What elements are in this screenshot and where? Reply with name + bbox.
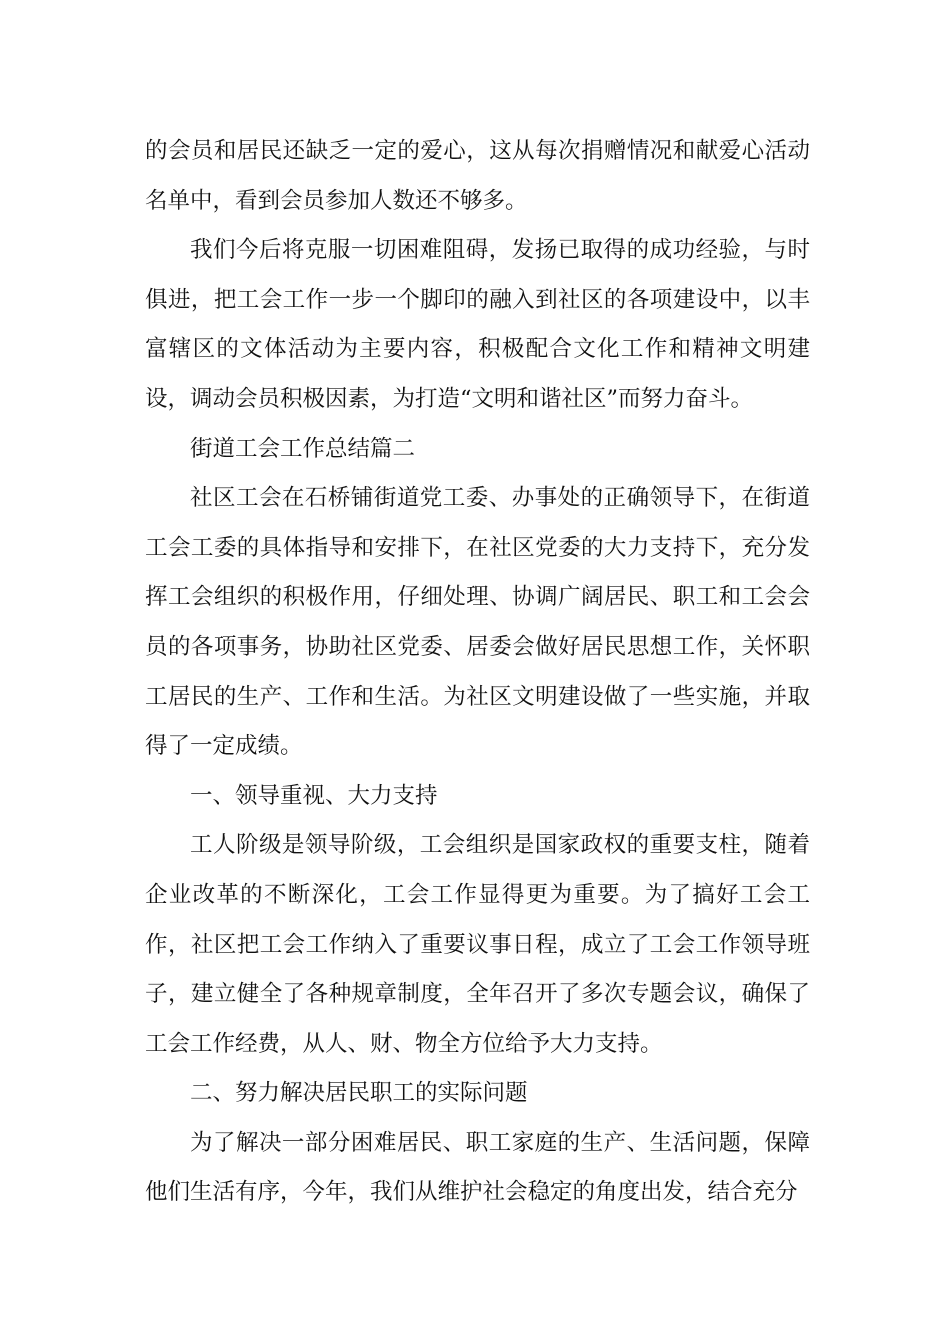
paragraph-problems: 为了解决一部分困难居民、职工家庭的生产、生活问题，保障他们生活有序，今年，我们从维护社会稳定的角度出发，结合充分 [145, 1129, 810, 1206]
heading-one: 一、领导重视、大力支持 [190, 782, 438, 809]
heading-two: 二、努力解决居民职工的实际问题 [190, 1080, 528, 1107]
paragraph-intro: 社区工会在石桥铺街道党工委、办事处的正确领导下，在街道工会工委的具体指导和安排下，在社区党委的大力支持下，充分发挥工会组织的积极作用，仔细处理、协调广阔居民、职工和工会会员的各项事务，协助社区党委、居委会做好居民思想工作，关怀职工居民的生产、工作和生活。为社区文明建设做了一些实施，并取得了一定成绩。 [145, 485, 810, 760]
document-body [145, 127, 810, 1218]
section-title: 街道工会工作总结篇二 [190, 435, 416, 462]
paragraph-continuation: 的会员和居民还缺乏一定的爱心，这从每次捐赠情况和献爱心活动名单中，看到会员参加人数还不够多。 [145, 138, 810, 214]
paragraph-future-plans: 我们今后将克服一切困难阻碍，发扬已取得的成功经验，与时俱进，把工会工作一步一个脚印的融入到社区的各项建设中，以丰富辖区的文体活动为主要内容，积极配合文化工作和精神文明建设，调动会员积极因素，为打造“文明和谐社区”而努力奋斗。 [145, 237, 810, 412]
paragraph-leadership: 工人阶级是领导阶级，工会组织是国家政权的重要支柱，随着企业改革的不断深化，工会工作显得更为重要。为了搞好工会工作，社区把工会工作纳入了重要议事日程，成立了工会工作领导班子，建立健全了各种规章制度，全年召开了多次专题会议，确保了工会工作经费，从人、财、物全方位给予大力支持。 [145, 832, 810, 1057]
